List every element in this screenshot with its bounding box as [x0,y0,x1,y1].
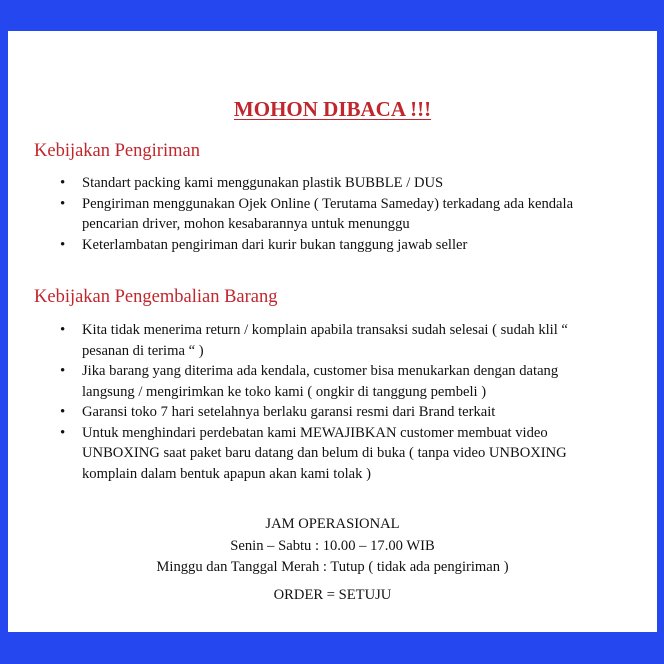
return-policy-list [58,320,598,484]
list-item: • Kita tidak menerima return / komplain apabila transaksi sudah selesai ( sudah klil “ pesanan di terima “ ) [58,320,598,361]
notice-card [8,31,657,632]
list-item: • Jika barang yang diterima ada kendala, customer bisa menukarkan dengan datang langsung / mengirimkan ke toko kami ( ongkir di tanggung pembeli ) [58,361,598,402]
order-agreement-note: ORDER = SETUJU [273,587,392,603]
notice-title: MOHON DIBACA !!! [233,97,432,121]
weekday-hours: Senin – Sabtu : 10.00 – 17.00 WIB [230,538,435,554]
shipping-policy-list [58,173,598,255]
return-policy-heading: Kebijakan Pengembalian Barang [34,287,278,307]
shipping-policy-heading: Kebijakan Pengiriman [34,141,200,161]
list-item: • Standart packing kami menggunakan plastik BUBBLE / DUS [58,173,598,194]
list-item: • Garansi toko 7 hari setelahnya berlaku garansi resmi dari Brand terkait [58,402,598,423]
holiday-hours: Minggu dan Tanggal Merah : Tutup ( tidak ada pengiriman ) [156,559,509,575]
list-item: • Pengiriman menggunakan Ojek Online ( Terutama Sameday) terkadang ada kendala pencarian driver, mohon kesabarannya untuk menunggu [58,194,598,235]
list-item: • Keterlambatan pengiriman dari kurir bukan tanggung jawab seller [58,235,598,256]
list-item: • Untuk menghindari perdebatan kami MEWAJIBKAN customer membuat video UNBOXING saat paket baru datang dan belum di buka ( tanpa video UNBOXING komplain dalam bentuk apapun akan kami tolak ) [58,423,598,485]
operating-hours-heading: JAM OPERASIONAL [265,516,400,532]
